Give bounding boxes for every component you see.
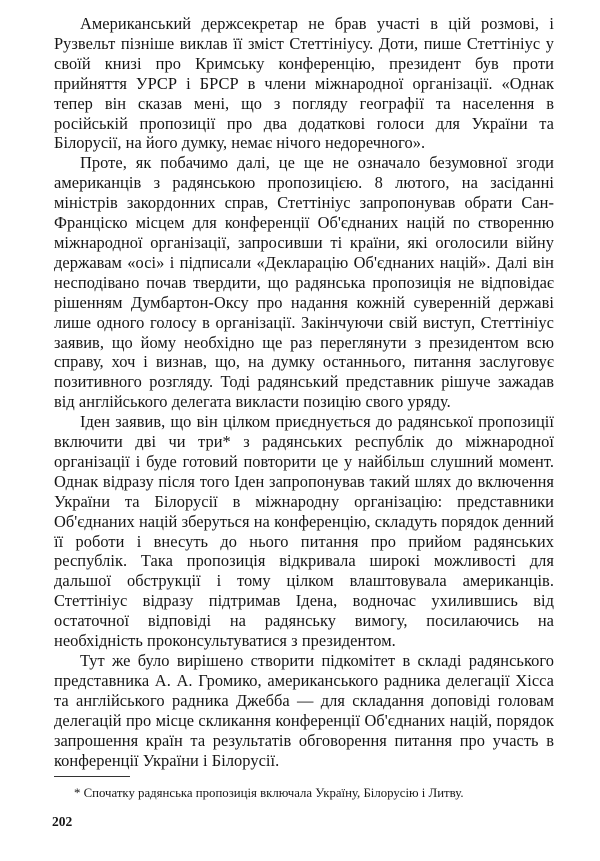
footnote-divider [54, 776, 130, 777]
page-number: 202 [52, 814, 73, 829]
paragraph: Американський держсекретар не брав участі в цій розмові, і Рузвельт пізніше виклав її зміст Стеттініусу. Доти, пише Стеттініус у своїй книзі про Кримську конференцію, президент був проти прийняття УРСР і БРСР в члени міжнародної організації. «Однак тепер він сказав мені, що з погляду географії та населення в російській пропозиції про два додаткові голоси для України та Білорусії, на його думку, немає нічого недоречного». [54, 14, 554, 153]
footnote: * Спочатку радянська пропозиція включала Україну, Білорусію і Литву. [74, 786, 464, 800]
paragraph: Тут же було вирішено створити підкомітет в складі радянського представника А. А. Громико, американського радника делегації Хісса та англійського радника Джебба — для складання доповіді головам делегацій про місце скликання конференції Об'єднаних націй, порядок запрошення країн та результатів обговорення питання про участь в конференції України і Білорусії. [54, 651, 554, 770]
page-body [54, 14, 554, 770]
paragraph: Іден заявив, що він цілком приєднується до радянської пропозиції включити дві чи три* з радянських республік до міжнародної організації і буде готовий повторити це у найбільш слушний момент. Однак відразу після того Іден запропонував такий шлях до включення України та Білорусії в міжнародну організацію: представники Об'єднаних націй зберуться на конференцію, складуть порядок денний її роботи і внесуть до нього питання про прийом радянських республік. Така пропозиція відкривала широкі можливості для дальшої обструкції і тому цілком влаштовувала американців. Стеттініус відразу підтримав Ідена, водночас ухилившись від остаточної відповіді на радянську вимогу, посилаючись на необхідність проконсультуватися з президентом. [54, 412, 554, 651]
paragraph: Проте, як побачимо далі, це ще не означало безумовної згоди американців з радянською пропозицією. 8 лютого, на засіданні міністрів закордонних справ, Стеттініус запропонував обрати Сан-Франціско місцем для конференції Об'єднаних націй по створенню міжнародної організації, запросивши ті країни, які оголосили війну державам «осі» і підписали «Декларацію Об'єднаних націй». Далі він несподівано почав твердити, що радянська пропозиція не відповідає рішенням Думбартон-Оксу про надання кожній суверенній державі лише одного голосу в організації. Закінчуючи свій виступ, Стеттініус заявив, що йому необхідно ще раз переглянути з президентом всю справу, хоч і визнав, що, на думку останнього, питання заслуговує позитивного розгляду. Тоді радянський представник рішуче зажадав від англійського делегата викласти позицію свого уряду. [54, 153, 554, 412]
